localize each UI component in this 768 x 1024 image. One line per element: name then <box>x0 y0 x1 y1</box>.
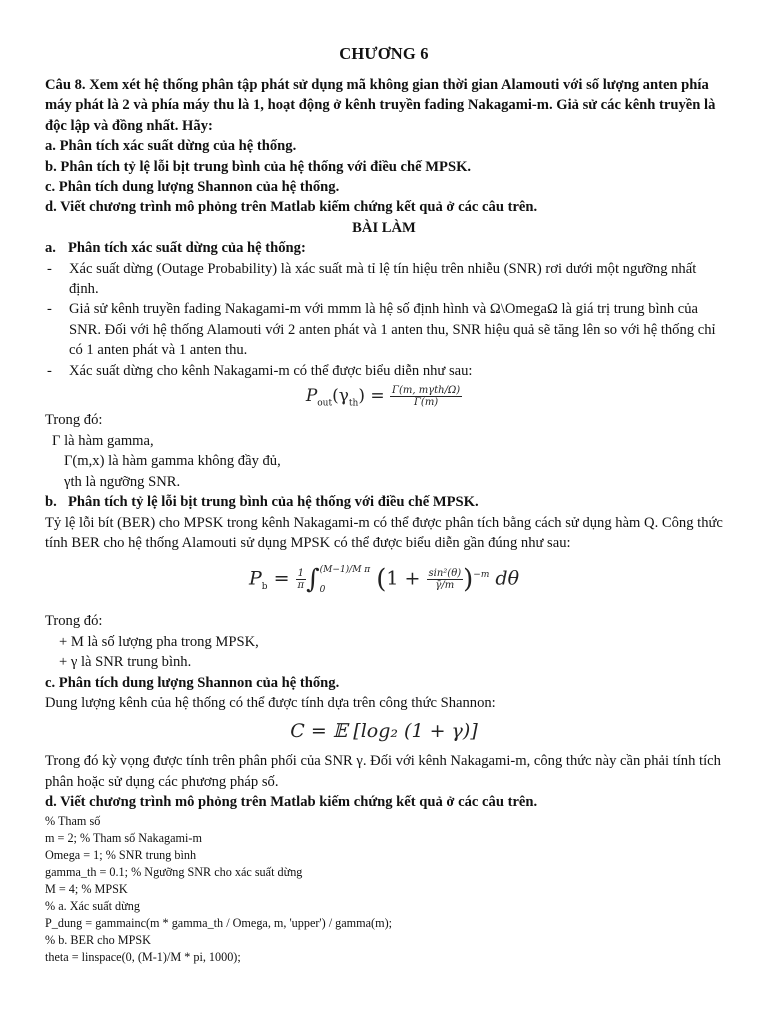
where-item: γth là ngưỡng SNR. <box>64 473 181 490</box>
code-line: % Tham số <box>45 813 101 828</box>
formula-symbol: (γ <box>332 386 349 407</box>
formula-symbol: ) = <box>358 386 385 407</box>
fraction-denominator: Γ(m) <box>413 397 439 409</box>
section-b-label: b. <box>45 494 57 511</box>
document-page <box>45 44 723 966</box>
section-a-title: Phân tích xác suất dừng của hệ thống: <box>68 240 306 257</box>
code-line: M = 4; % MPSK <box>45 881 128 896</box>
section-a-bullet: - Xác suất dừng (Outage Probability) là xác suất mà tỉ lệ tín hiệu trên nhiễu (SNR) rơi dưới một ngưỡng nhất định. <box>45 259 723 300</box>
integral-symbol: ∫ <box>306 564 320 595</box>
code-line: gamma_th = 0.1; % Ngưỡng SNR cho xác suất dừng <box>45 864 303 879</box>
formula-subscript: b <box>261 582 268 593</box>
section-a-label: a. <box>45 240 56 257</box>
code-line: % b. BER cho MPSK <box>45 932 151 947</box>
fraction-numerator: 1 <box>296 568 307 580</box>
formula-symbol: P <box>305 386 318 407</box>
fraction-numerator: Γ(m, mγth/Ω) <box>392 385 461 397</box>
section-a-bullet: - Giả sử kênh truyền fading Nakagami-m với mmm là hệ số định hình và Ω\OmegaΩ là giá trị trung bình của SNR. Đối với hệ thống Alamouti với 2 anten phát và 1 anten thu, SNR hiệu quả sẽ tăng lên so với hệ thống chỉ có 1 anten phát và 1 anten thu. <box>45 299 723 360</box>
section-c-text: Trong đó kỳ vọng được tính trên phân phối của SNR γ. Đối với kênh Nakagami-m, công thức này cần phải tính tích phân hoặc sử dụng các phương pháp số. <box>45 753 721 790</box>
where-item: + M là số lượng pha trong MPSK, <box>59 633 259 650</box>
formula-symbol: dθ <box>495 567 520 590</box>
section-d-title: d. Viết chương trình mô phỏng trên Matlab kiếm chứng kết quả ở các câu trên. <box>45 794 538 811</box>
fraction-numerator: sin²(θ) <box>428 568 462 580</box>
where-item: + γ là SNR trung bình. <box>59 654 192 671</box>
code-line: Omega = 1; % SNR trung bình <box>45 847 197 862</box>
formula-symbol: = <box>273 567 290 590</box>
where-item: Γ(m,x) là hàm gamma không đầy đủ, <box>64 453 281 470</box>
section-b-heading <box>45 492 723 512</box>
matlab-code-block <box>45 813 723 966</box>
question-item-c: c. Phân tích dung lượng Shannon của hệ thống. <box>45 179 340 196</box>
formula-symbol: ( <box>376 564 387 595</box>
section-a-where-label: Trong đó: <box>45 412 103 429</box>
integral-limits <box>320 564 371 596</box>
where-item: Γ là hàm gamma, <box>52 432 154 449</box>
code-line: % a. Xác suất dừng <box>45 898 140 913</box>
integral-lower-limit: 0 <box>319 584 326 595</box>
formula-symbol: ) <box>463 564 474 595</box>
question-text: Câu 8. Xem xét hệ thống phân tập phát sử dụng mã không gian thời gian Alamouti với số lượng anten phía máy phát là 2 và phía máy thu là 1, hoạt động ở kênh truyền fading Nakagami-m. Giả sử các kênh truyền là độc lập và đồng nhất. Hãy: <box>45 77 716 134</box>
formula-subscript: out <box>317 398 333 409</box>
code-line: m = 2; % Tham số Nakagami-m <box>45 830 202 845</box>
integral-upper-limit: (M−1)/M π <box>319 564 371 575</box>
code-line: P_dung = gammainc(m * gamma_th / Omega, m, 'upper') / gamma(m); <box>45 915 393 930</box>
section-b-text: Tỷ lệ lỗi bít (BER) cho MPSK trong kênh Nakagami-m có thể được phân tích bằng cách sử dụng hàm Q. Công thức tính BER cho hệ thống Alamouti sử dụng MPSK có thể được biểu diễn gần đúng như sau: <box>45 514 723 551</box>
formula-subscript: th <box>348 398 359 409</box>
question-item-b: b. Phân tích tỷ lệ lỗi bịt trung bình của hệ thống với điều chế MPSK. <box>45 158 472 175</box>
section-c-intro: Dung lượng kênh của hệ thống có thể được tính dựa trên công thức Shannon: <box>45 695 496 712</box>
fraction-denominator: π <box>297 580 305 592</box>
formula-fraction <box>296 568 307 591</box>
question-item-d: d. Viết chương trình mô phỏng trên Matlab kiếm chứng kết quả ở các câu trên. <box>45 199 538 216</box>
section-a-bullet: - Xác suất dừng cho kênh Nakagami-m có thể được biểu diễn như sau: <box>45 361 723 381</box>
formula-exponent: −m <box>473 570 490 581</box>
section-c-title: c. Phân tích dung lượng Shannon của hệ thống. <box>45 674 340 691</box>
code-line: theta = linspace(0, (M-1)/M * pi, 1000); <box>45 949 241 964</box>
capacity-formula: C = 𝔼 [log₂ (1 + γ)] <box>290 720 478 743</box>
outage-formula <box>45 385 723 408</box>
answer-title: BÀI LÀM <box>352 219 416 236</box>
formula-symbol: P <box>248 567 262 590</box>
ber-formula <box>45 557 723 605</box>
section-b-title: Phân tích tỷ lệ lỗi bịt trung bình của hệ thống với điều chế MPSK. <box>68 494 479 511</box>
question-item-a: a. Phân tích xác suất dừng của hệ thống. <box>45 138 297 155</box>
formula-fraction <box>390 385 462 408</box>
fraction-denominator: γ̄/m <box>435 580 455 592</box>
chapter-title: CHƯƠNG 6 <box>339 44 429 63</box>
formula-fraction <box>427 568 464 591</box>
section-a-heading <box>45 238 723 258</box>
formula-symbol: 1 + <box>386 567 421 590</box>
section-b-where-label: Trong đó: <box>45 613 103 630</box>
